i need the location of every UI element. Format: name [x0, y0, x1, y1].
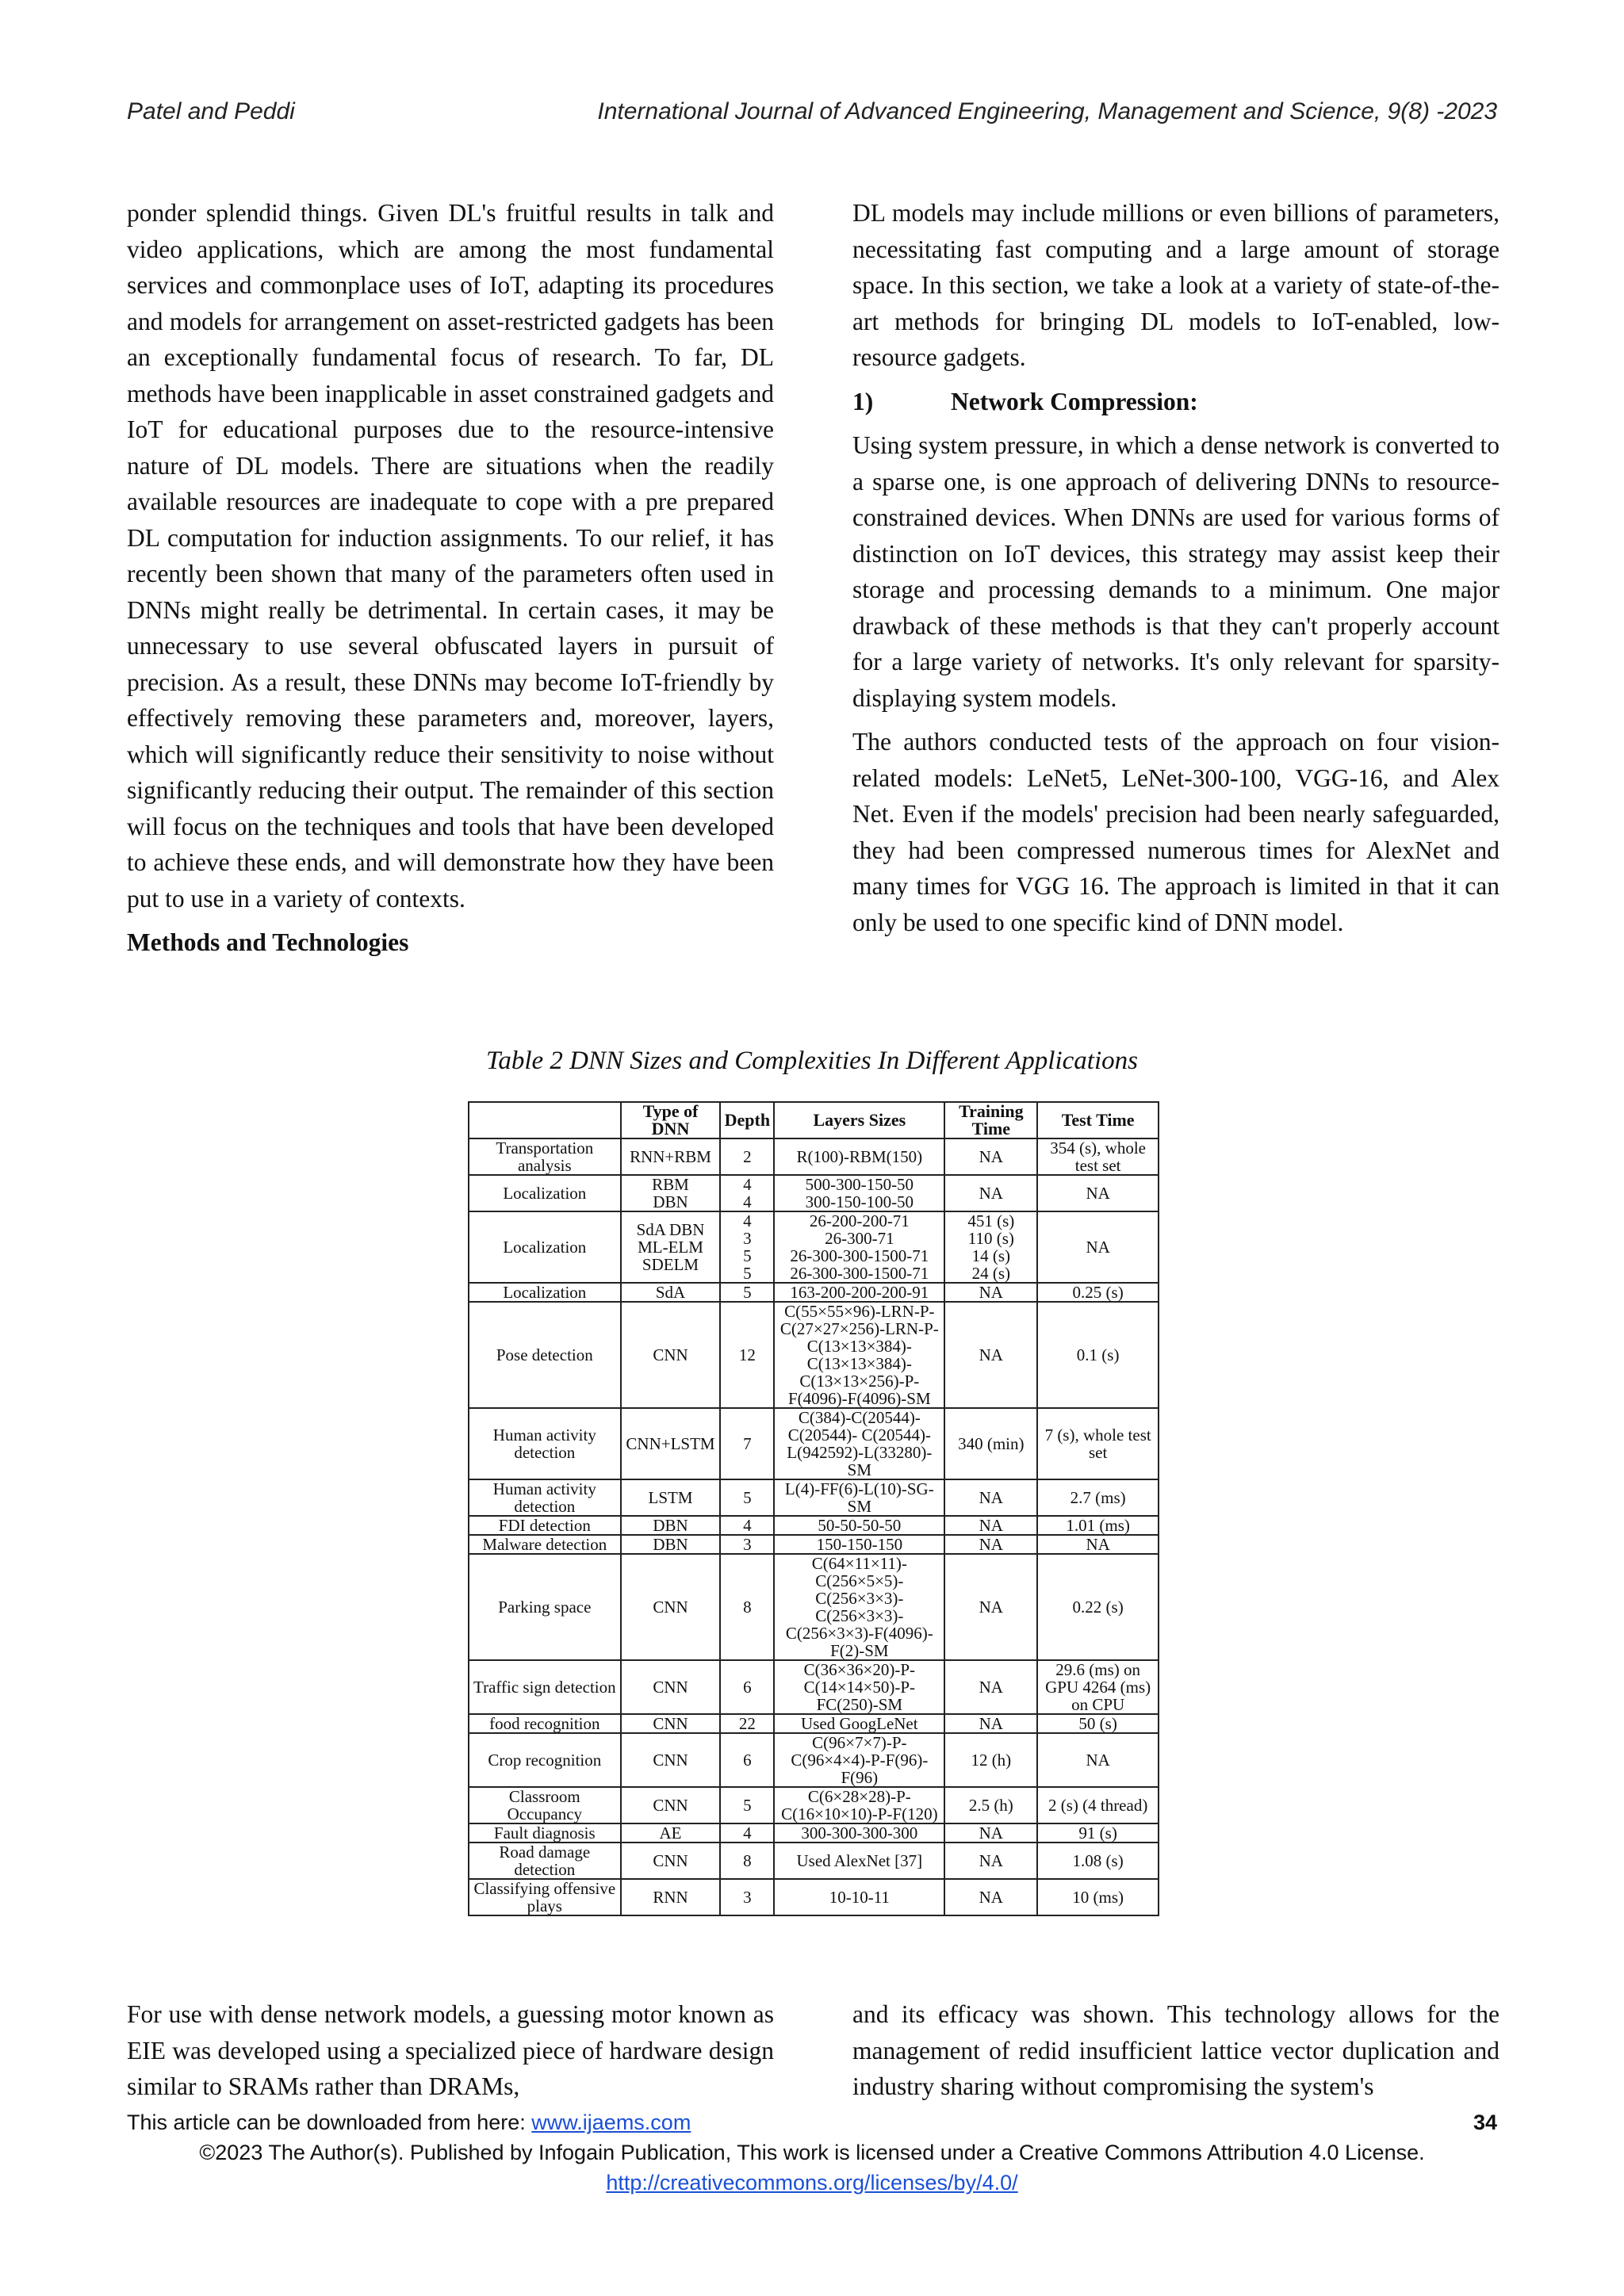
table-cell-layers: 26-200-200-71 26-300-71 26-300-300-1500-71 26-300-300-1500-71 [774, 1211, 944, 1283]
table-cell-train: 340 (min) [944, 1408, 1037, 1479]
table-row [469, 1283, 1159, 1302]
download-note [127, 2110, 691, 2135]
left-paragraph-1: ponder splendid things. Given DL's fruitful results in talk and video applications, which are among the most fundamental services and commonplace uses of IoT, adapting its procedures and models for arrangement on asset-restricted gadgets has been an exceptionally fundamental focus of research. To far, DL methods have been inapplicable in asset constrained gadgets and IoT for educational purposes due to the resource-intensive nature of DL models. There are situations when the readily available resources are inadequate to cope with a pre prepared DL computation for induction assignments. To our relief, it has recently been shown that many of the parameters often used in DNNs might really be detrimental. In certain cases, it may be unnecessary to use several obfuscated layers in pursuit of precision. As a result, these DNNs may become IoT-friendly by effectively removing these parameters and, moreover, layers, which will significantly reduce their sensitivity to noise without significantly reducing their output. The remainder of this section will focus on the techniques and tools that have been developed to achieve these ends, and will demonstrate how they have been put to use in a variety of contexts. [127, 199, 774, 913]
table-cell-depth: 4 [720, 1823, 774, 1843]
table-cell-layers: 300-300-300-300 [774, 1823, 944, 1843]
license-text: ©2023 The Author(s). Published by Infogain Publication, This work is licensed under a Creative Commons Attribution 4.0 License. [199, 2141, 1425, 2164]
table-cell-train: NA [944, 1138, 1037, 1175]
table-cell-train: NA [944, 1879, 1037, 1915]
table-cell-app: Classroom Occupancy [469, 1787, 621, 1823]
table-row [469, 1733, 1159, 1787]
table-cell-app: Human activity detection [469, 1408, 621, 1479]
table-cell-depth: 12 [720, 1302, 774, 1408]
bottom-right-paragraph: and its efficacy was shown. This technology allows for the management of redid insufficient lattice vector duplication and industry sharing without compromising the system's [852, 2000, 1500, 2100]
header-cell: Layers Sizes [774, 1102, 944, 1138]
table-cell-layers: 163-200-200-200-91 [774, 1283, 944, 1302]
table-row [469, 1660, 1159, 1714]
table-cell-type: CNN [621, 1302, 721, 1408]
table-cell-depth: 4 4 [720, 1175, 774, 1211]
table-cell-app: Parking space [469, 1554, 621, 1660]
table-row [469, 1138, 1159, 1175]
header-cell: Test Time [1037, 1102, 1159, 1138]
header-cell [469, 1102, 621, 1138]
table-cell-depth: 6 [720, 1733, 774, 1787]
right-paragraph-2: Using system pressure, in which a dense network is converted to a sparse one, is one approach of delivering DNNs to resource-constrained devices. When DNNs are used for various forms of distinction on IoT devices, this strategy may assist keep their storage and processing demands to a minimum. One major drawback of these methods is that they can't properly account for a large variety of networks. It's only relevant for sparsity-displaying system models. [852, 431, 1500, 712]
table-cell-train: NA [944, 1175, 1037, 1211]
running-header [127, 98, 1497, 133]
table-cell-depth: 5 [720, 1479, 774, 1516]
table-cell-layers: C(96×7×7)-P-C(96×4×4)-P-F(96)-F(96) [774, 1733, 944, 1787]
table-cell-layers: R(100)-RBM(150) [774, 1138, 944, 1175]
table-row [469, 1479, 1159, 1516]
table-cell-test: 7 (s), whole test set [1037, 1408, 1159, 1479]
table-cell-app: Classifying offensive plays [469, 1879, 621, 1915]
table-header-row [469, 1102, 1159, 1138]
table-cell-layers: L(4)-FF(6)-L(10)-SG-SM [774, 1479, 944, 1516]
table-cell-test: 0.1 (s) [1037, 1302, 1159, 1408]
table-body [469, 1138, 1159, 1915]
table-cell-test: 50 (s) [1037, 1714, 1159, 1733]
subsection-title: Network Compression: [951, 387, 1198, 415]
table-cell-test: 29.6 (ms) on GPU 4264 (ms) on CPU [1037, 1660, 1159, 1714]
header-cell: Training Time [944, 1102, 1037, 1138]
table-cell-type: CNN [621, 1554, 721, 1660]
table-cell-test: 354 (s), whole test set [1037, 1138, 1159, 1175]
table-row [469, 1823, 1159, 1843]
right-column [852, 195, 1500, 948]
table-cell-type: SdA DBN ML-ELM SDELM [621, 1211, 721, 1283]
table-cell-test: 0.25 (s) [1037, 1283, 1159, 1302]
table-row [469, 1879, 1159, 1915]
header-authors: Patel and Peddi [127, 98, 295, 124]
table-cell-depth: 8 [720, 1554, 774, 1660]
table-cell-app: Pose detection [469, 1302, 621, 1408]
table-row [469, 1408, 1159, 1479]
table-cell-layers: 50-50-50-50 [774, 1516, 944, 1535]
table-cell-train: 12 (h) [944, 1733, 1037, 1787]
table-row [469, 1302, 1159, 1408]
table-cell-layers: C(64×11×11)-C(256×5×5)-C(256×3×3)-C(256×3×3)-C(256×3×3)-F(4096)-F(2)-SM [774, 1554, 944, 1660]
table-cell-test: 91 (s) [1037, 1823, 1159, 1843]
table-cell-type: CNN [621, 1787, 721, 1823]
table-cell-app: Road damage detection [469, 1843, 621, 1879]
table-cell-type: CNN [621, 1843, 721, 1879]
table-cell-train: NA [944, 1843, 1037, 1879]
table-cell-app: Crop recognition [469, 1733, 621, 1787]
right-paragraph-3: The authors conducted tests of the approach on four vision-related models: LeNet5, LeNet-300-100, VGG-16, and Alex Net. Even if the models' precision had been nearly safeguarded, they had been compressed numerous times for AlexNet and many times for VGG 16. The approach is limited in that it can only be used to one specific kind of DNN model. [852, 728, 1500, 936]
section-heading: Methods and Technologies [127, 928, 409, 956]
table-row [469, 1175, 1159, 1211]
table-cell-depth: 3 [720, 1879, 774, 1915]
table-cell-test: NA [1037, 1535, 1159, 1554]
table-caption: Table 2 DNN Sizes and Complexities In Different Applications [486, 1047, 1138, 1075]
table-cell-app: Transportation analysis [469, 1138, 621, 1175]
table-cell-layers: Used GoogLeNet [774, 1714, 944, 1733]
table-cell-train: NA [944, 1535, 1037, 1554]
bottom-left-paragraph: For use with dense network models, a guessing motor known as EIE was developed using a specialized piece of hardware design similar to SRAMs rather than DRAMs, [127, 2000, 774, 2100]
table-cell-app: FDI detection [469, 1516, 621, 1535]
table-cell-train: NA [944, 1283, 1037, 1302]
table-cell-depth: 8 [720, 1843, 774, 1879]
dnn-sizes-table [468, 1101, 1159, 1916]
table-cell-layers: Used AlexNet [37] [774, 1843, 944, 1879]
table-cell-type: RNN [621, 1879, 721, 1915]
header-cell: Type of DNN [621, 1102, 721, 1138]
table-row [469, 1516, 1159, 1535]
table-cell-depth: 22 [720, 1714, 774, 1733]
table-cell-test: 1.08 (s) [1037, 1843, 1159, 1879]
table-cell-train: 2.5 (h) [944, 1787, 1037, 1823]
table-cell-layers: 500-300-150-50 300-150-100-50 [774, 1175, 944, 1211]
table-cell-depth: 4 3 5 5 [720, 1211, 774, 1283]
table-row [469, 1554, 1159, 1660]
table-cell-layers: C(6×28×28)-P-C(16×10×10)-P-F(120) [774, 1787, 944, 1823]
page-footer [127, 2110, 1497, 2201]
header-journal: International Journal of Advanced Engineering, Management and Science, 9(8) -2023 [597, 98, 1497, 124]
table-cell-depth: 6 [720, 1660, 774, 1714]
table-cell-type: CNN [621, 1733, 721, 1787]
table-cell-app: food recognition [469, 1714, 621, 1733]
table-cell-test: NA [1037, 1211, 1159, 1283]
subsection-number: 1) [852, 387, 874, 415]
table-cell-test: 10 (ms) [1037, 1879, 1159, 1915]
table-row [469, 1211, 1159, 1283]
table-cell-test: 1.01 (ms) [1037, 1516, 1159, 1535]
table-cell-app: Malware detection [469, 1535, 621, 1554]
table-cell-app: Fault diagnosis [469, 1823, 621, 1843]
right-paragraph-1: DL models may include millions or even billions of parameters, necessitating fast computing and a large amount of storage space. In this section, we take a look at a variety of state-of-the-art methods for bringing DL models to IoT-enabled, low-resource gadgets. [852, 199, 1500, 371]
table-cell-app: Localization [469, 1211, 621, 1283]
table-cell-train: NA [944, 1479, 1037, 1516]
table-cell-layers: C(384)-C(20544)-C(20544)- C(20544)-L(942592)-L(33280)-SM [774, 1408, 944, 1479]
table-cell-train: NA [944, 1823, 1037, 1843]
table-cell-layers: C(55×55×96)-LRN-P- C(27×27×256)-LRN-P-C(13×13×384)-C(13×13×384)-C(13×13×256)-P-F(4096)-F(4096)-SM [774, 1302, 944, 1408]
table-cell-app: Traffic sign detection [469, 1660, 621, 1714]
table-cell-type: DBN [621, 1535, 721, 1554]
table-cell-layers: C(36×36×20)-P-C(14×14×50)-P-FC(250)-SM [774, 1660, 944, 1714]
table-cell-type: RNN+RBM [621, 1138, 721, 1175]
table-cell-type: RBM DBN [621, 1175, 721, 1211]
table-cell-app: Human activity detection [469, 1479, 621, 1516]
page-number: 34 [1473, 2110, 1497, 2134]
table-cell-test: 2 (s) (4 thread) [1037, 1787, 1159, 1823]
table-row [469, 1535, 1159, 1554]
table-cell-layers: 150-150-150 [774, 1535, 944, 1554]
table-cell-depth: 7 [720, 1408, 774, 1479]
table-cell-app: Localization [469, 1283, 621, 1302]
download-prefix: This article can be downloaded from here: [127, 2110, 532, 2134]
table-cell-type: CNN+LSTM [621, 1408, 721, 1479]
table-cell-layers: 10-10-11 [774, 1879, 944, 1915]
table-cell-type: SdA [621, 1283, 721, 1302]
subsection-heading [852, 384, 1500, 420]
table-row [469, 1787, 1159, 1823]
table-cell-depth: 5 [720, 1787, 774, 1823]
table-cell-test: NA [1037, 1175, 1159, 1211]
table-cell-train: 451 (s) 110 (s) 14 (s) 24 (s) [944, 1211, 1037, 1283]
table-cell-app: Localization [469, 1175, 621, 1211]
journal-link[interactable]: www.ijaems.com [531, 2110, 691, 2134]
table-cell-depth: 3 [720, 1535, 774, 1554]
table-cell-train: NA [944, 1516, 1037, 1535]
table-cell-depth: 2 [720, 1138, 774, 1175]
table-cell-type: DBN [621, 1516, 721, 1535]
license-link[interactable]: http://creativecommons.org/licenses/by/4.0/ [606, 2171, 1018, 2195]
table-cell-test: 0.22 (s) [1037, 1554, 1159, 1660]
header-cell: Depth [720, 1102, 774, 1138]
table-cell-test: 2.7 (ms) [1037, 1479, 1159, 1516]
table-cell-depth: 4 [720, 1516, 774, 1535]
table-cell-test: NA [1037, 1733, 1159, 1787]
table-cell-type: CNN [621, 1660, 721, 1714]
table-cell-type: LSTM [621, 1479, 721, 1516]
table-cell-train: NA [944, 1302, 1037, 1408]
left-column [127, 195, 774, 969]
table-cell-train: NA [944, 1660, 1037, 1714]
table-cell-type: AE [621, 1823, 721, 1843]
table-row [469, 1714, 1159, 1733]
table-cell-type: CNN [621, 1714, 721, 1733]
table-cell-train: NA [944, 1714, 1037, 1733]
table-cell-train: NA [944, 1554, 1037, 1660]
table-cell-depth: 5 [720, 1283, 774, 1302]
table-row [469, 1843, 1159, 1879]
